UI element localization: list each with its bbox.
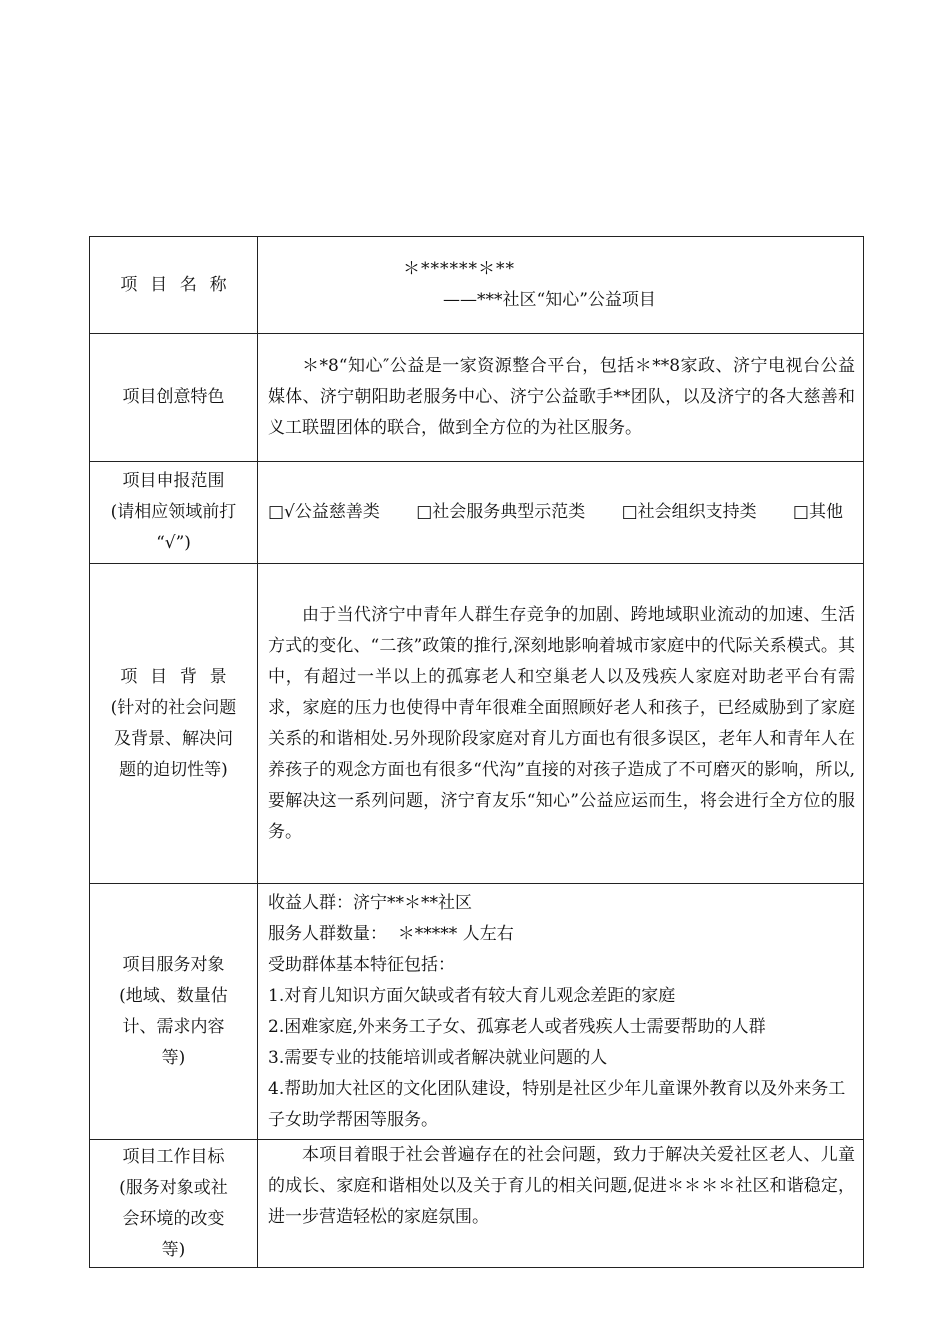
label-project-scope — [90, 462, 258, 564]
target-label-line4: 等) — [161, 1047, 186, 1068]
background-label-line4: 题的迫切性等) — [119, 759, 228, 780]
target-label-line1: 项目服务对象 — [122, 954, 225, 975]
goal-label-line1: 项目工作目标 — [122, 1146, 225, 1167]
scope-label-line2: (请相应领域前打 — [110, 502, 237, 522]
project-application-table — [89, 236, 864, 1268]
label-project-goal — [90, 1140, 258, 1268]
target-count: 服务人群数量： ＊***** 人左右 — [268, 923, 514, 944]
project-feature-label: 项目创意特色 — [122, 387, 225, 407]
label-project-background — [90, 564, 258, 884]
row-project-scope — [90, 462, 864, 564]
background-label-line1: 项目背景 — [120, 666, 240, 687]
target-item-2: 2.困难家庭,外来务工子女、孤寡老人或者残疾人士需要帮助的人群 — [268, 1016, 766, 1037]
project-title-line2: ——***社区“知心”公益项目 — [443, 290, 656, 310]
scope-label-line3: “√”) — [156, 533, 191, 553]
scope-option-other[interactable]: □其他 — [792, 502, 843, 522]
scope-label-line1: 项目申报范围 — [122, 471, 225, 491]
scope-option-social-service[interactable]: □社会服务典型示范类 — [416, 502, 586, 522]
project-target-value — [258, 884, 864, 1140]
project-feature-text: ＊*8“知心″公益是一家资源整合平台，包括＊**8家政、济宁电视台公益媒体、济宁朝阳助老服务中心、济宁公益歌手**团队，以及济宁的各大慈善和义工联盟团体的联合，做到全方位的为社区服务。 — [268, 356, 855, 438]
project-scope-value — [258, 462, 864, 564]
row-project-name — [90, 237, 864, 334]
scope-options — [268, 497, 855, 528]
target-item-1: 1.对育儿知识方面欠缺或者有较大育儿观念差距的家庭 — [268, 985, 676, 1006]
project-title-line1: ＊******＊** — [403, 259, 515, 279]
project-goal-value — [258, 1140, 864, 1268]
goal-label-line4: 等) — [161, 1239, 186, 1260]
project-background-value — [258, 564, 864, 884]
goal-label-line3: 会环境的改变 — [122, 1208, 225, 1229]
target-label-line2: (地域、数量估 — [119, 985, 228, 1006]
target-label-line3: 计、需求内容 — [122, 1016, 225, 1037]
project-feature-value — [258, 334, 864, 462]
background-label-line3: 及背景、解决问 — [114, 728, 233, 749]
label-project-feature — [90, 334, 258, 462]
row-project-goal — [90, 1140, 864, 1268]
project-name-label: 项目名称 — [120, 274, 240, 295]
project-background-text: 由于当代济宁中青年人群生存竞争的加剧、跨地域职业流动的加速、生活方式的变化、“二孩”政策的推行,深刻地影响着城市家庭中的代际关系模式。其中，有超过一半以上的孤寡老人和空巢老人以及残疾人家庭对助老平台有需求，家庭的压力也使得中青年很难全面照顾好老人和孩子，已经威胁到了家庭关系的和谐相处.另外现阶段家庭对育儿方面也有很多误区，老年人和青年人在养孩子的观念方面也有很多“代沟”直接的对孩子造成了不可磨灭的影响，所以,要解决这一系列问题，济宁育友乐“知心”公益应运而生，将会进行全方位的服务。 — [268, 604, 855, 842]
row-project-target — [90, 884, 864, 1140]
project-name-value — [258, 237, 864, 334]
target-beneficiaries: 收益人群：济宁**＊**社区 — [268, 892, 472, 913]
target-features-intro: 受助群体基本特征包括： — [268, 954, 455, 975]
target-item-3: 3.需要专业的技能培训或者解决就业问题的人 — [268, 1047, 608, 1068]
label-project-name — [90, 237, 258, 334]
scope-option-org-support[interactable]: □社会组织支持类 — [621, 502, 757, 522]
background-label-line2: (针对的社会问题 — [110, 697, 237, 718]
scope-option-charity[interactable]: □√公益慈善类 — [268, 502, 380, 522]
row-project-feature — [90, 334, 864, 462]
goal-label-line2: (服务对象或社 — [119, 1177, 228, 1198]
label-project-target — [90, 884, 258, 1140]
row-project-background — [90, 564, 864, 884]
project-goal-text: 本项目着眼于社会普遍存在的社会问题，致力于解决关爱社区老人、儿童的成长、家庭和谐相处以及关于育儿的相关问题,促进＊＊＊＊社区和谐稳定，进一步营造轻松的家庭氛围。 — [268, 1145, 855, 1227]
target-item-4: 4.帮助加大社区的文化团队建设，特别是社区少年儿童课外教育以及外来务工子女助学帮困等服务。 — [268, 1078, 846, 1130]
